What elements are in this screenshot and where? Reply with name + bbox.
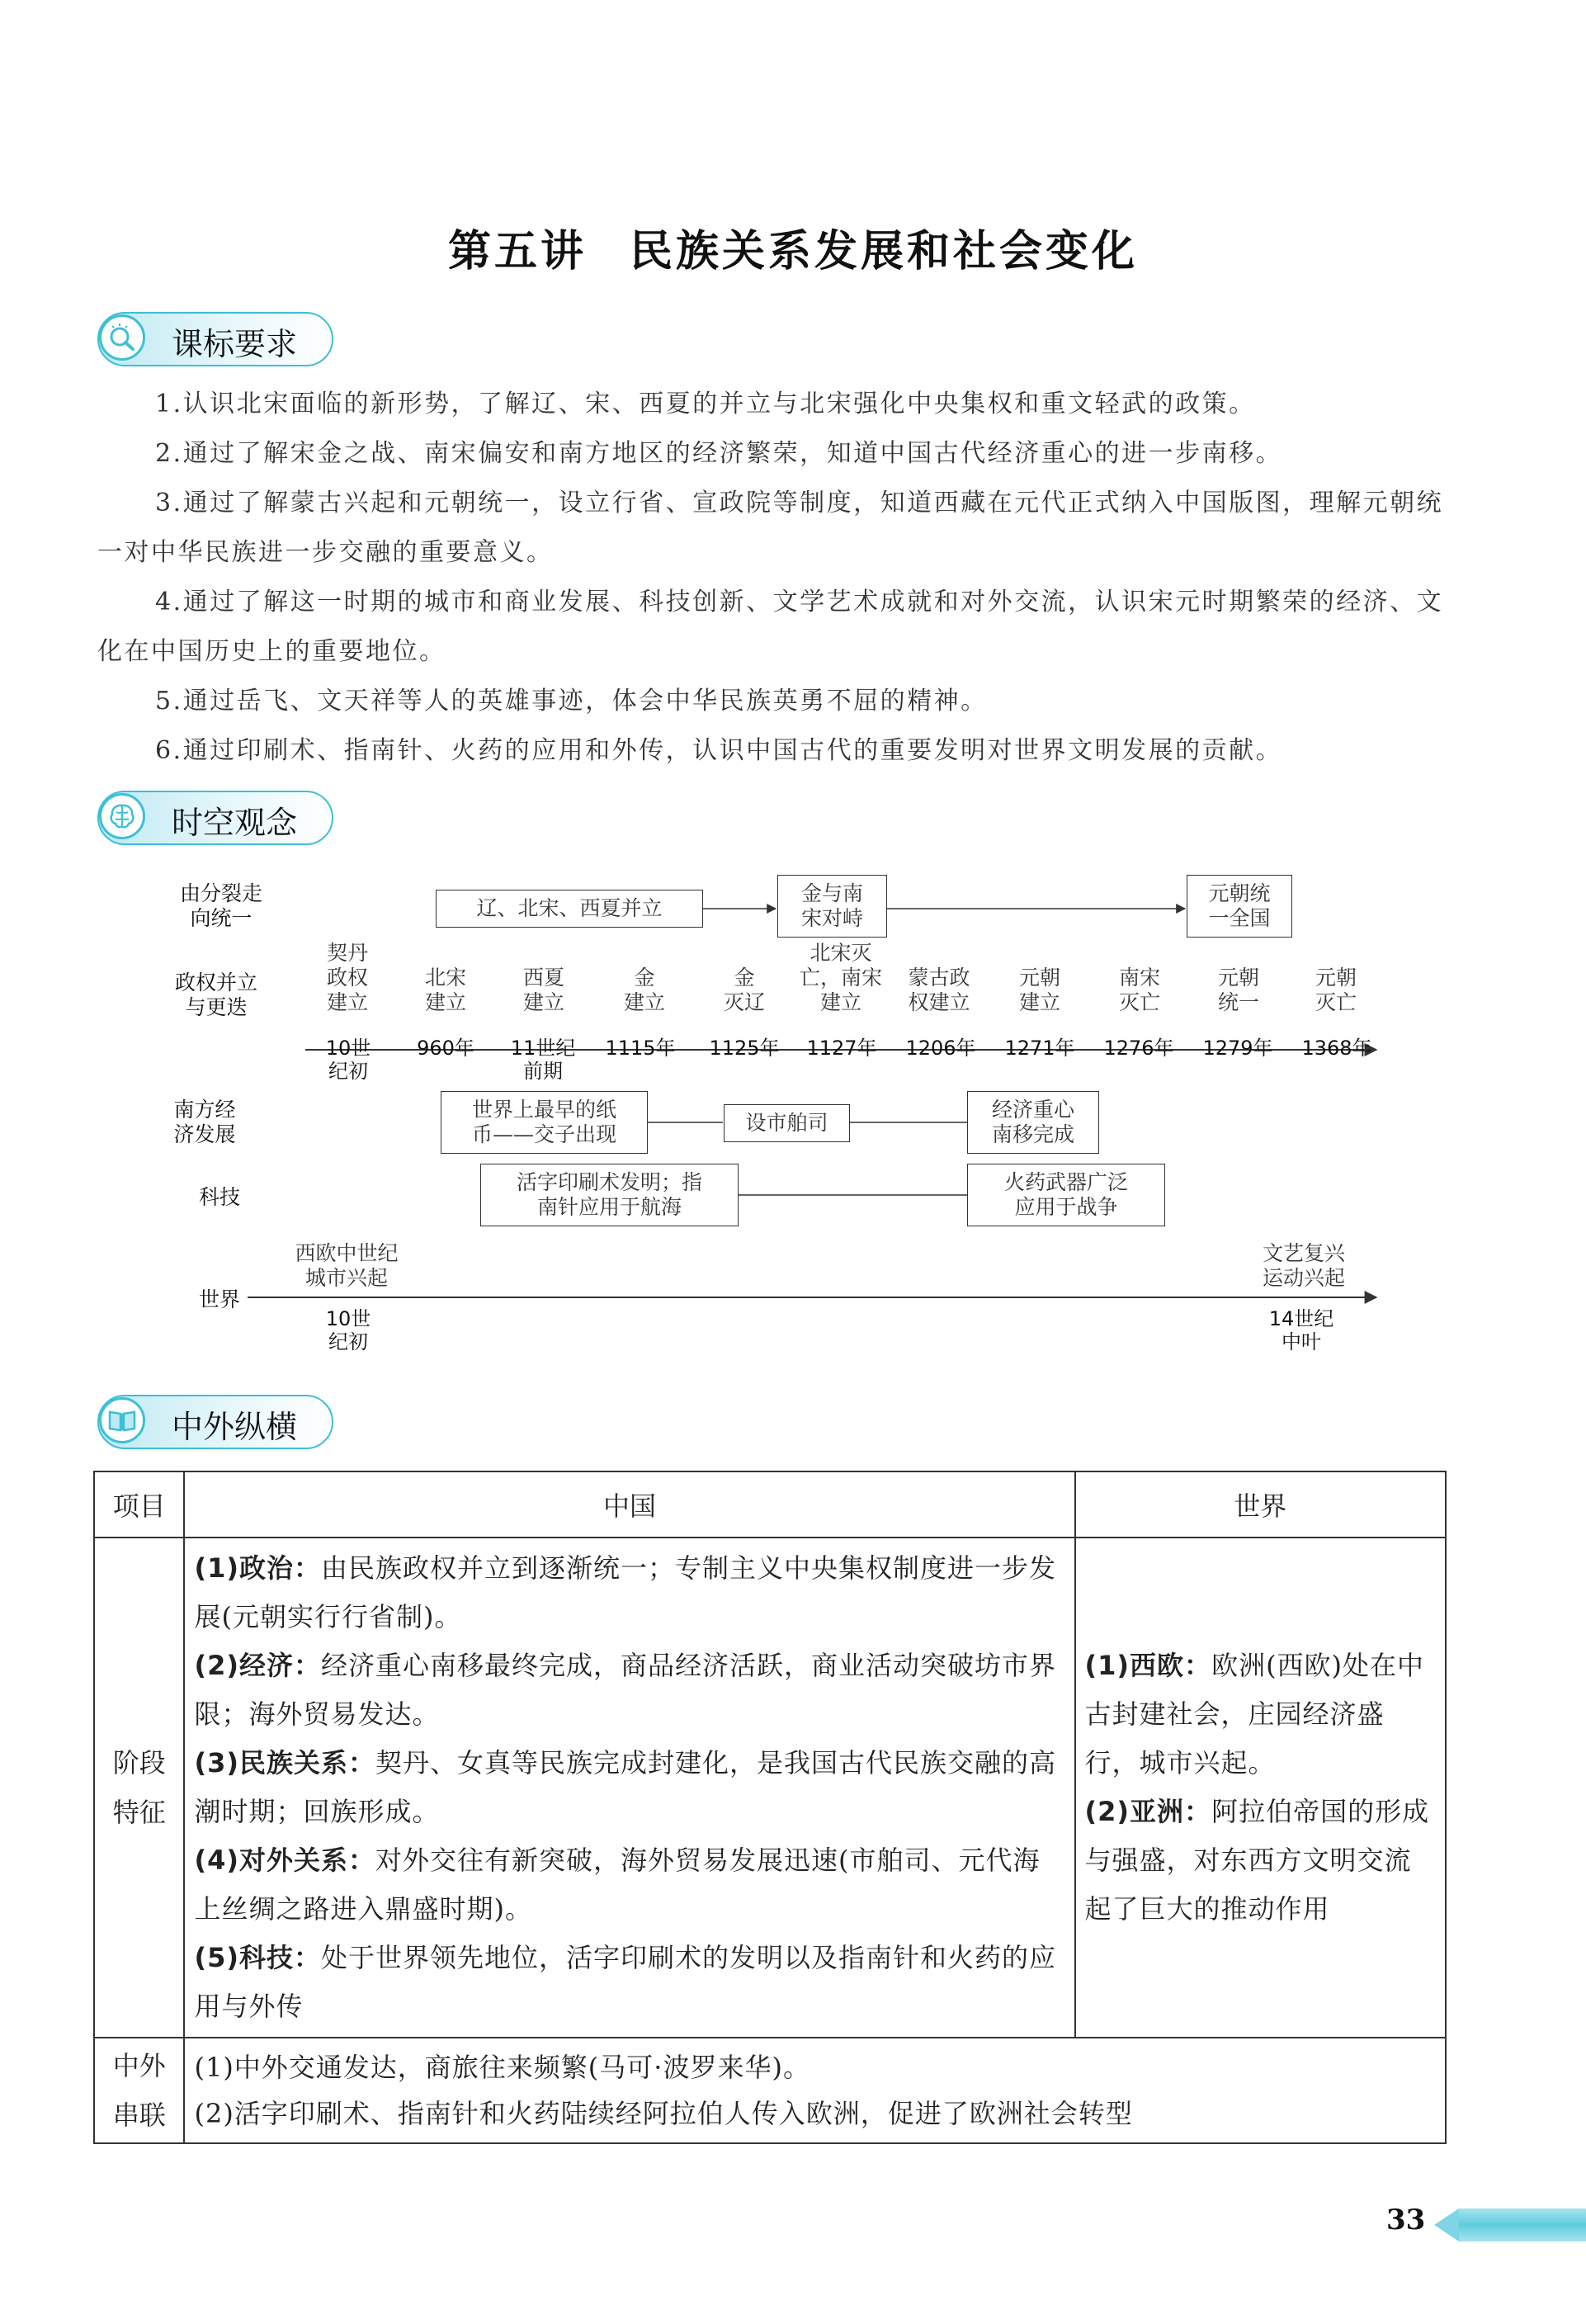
stage-china-cell bbox=[184, 1538, 1074, 2038]
south-economy-box: 经济重心 南移完成 bbox=[967, 1091, 1099, 1154]
event-label: 金 灭辽 bbox=[723, 966, 765, 1014]
event-label: 元朝 建立 bbox=[1018, 966, 1060, 1014]
open-book-icon bbox=[99, 1397, 145, 1443]
event-label: 契丹 政权 建立 bbox=[326, 941, 368, 1014]
south-economy-box: 设市舶司 bbox=[724, 1104, 850, 1142]
header-world: 世界 bbox=[1075, 1471, 1446, 1538]
year-label: 1271年 bbox=[1004, 1037, 1075, 1060]
link-line: (2)活字印刷术、指南针和火药陆续经阿拉伯人传入欧洲，促进了欧洲社会转型 bbox=[194, 2098, 1133, 2129]
year-label: 1368年 bbox=[1301, 1037, 1372, 1060]
event-label: 蒙古政 权建立 bbox=[908, 966, 970, 1014]
standard-item: 4.通过了解这一时期的城市和商业发展、科技创新、文学艺术成就和对外交流，认识宋元时期繁荣的经济、文化在中国历史上的重要地位。 bbox=[97, 588, 1444, 666]
table-header-row bbox=[94, 1471, 1446, 1538]
section-title-compare: 中外纵横 bbox=[172, 1409, 298, 1445]
world-year-left: 10世 纪初 bbox=[325, 1307, 371, 1353]
event-label: 北宋 建立 bbox=[424, 966, 466, 1014]
year-label: 1206年 bbox=[905, 1037, 976, 1060]
stage-china-item: (1)政治：由民族政权并立到逐渐统一；专制主义中央集权制度进一步发展(元朝实行行省制)。 bbox=[194, 1552, 1057, 1632]
event-label: 元朝 灭亡 bbox=[1315, 966, 1357, 1014]
year-label: 1125年 bbox=[709, 1037, 780, 1060]
standard-item: 5.通过岳飞、文天祥等人的英雄事迹，体会中华民族英勇不屈的精神。 bbox=[155, 687, 988, 716]
year-label: 11世纪 前期 bbox=[510, 1037, 576, 1083]
stage-china-item: (2)经济：经济重心南移最终完成，商品经济活跃，商业活动突破坊市界限；海外贸易发达。 bbox=[194, 1650, 1057, 1730]
header-china: 中国 bbox=[184, 1471, 1074, 1538]
year-label: 1127年 bbox=[806, 1037, 877, 1060]
section-title-timespace: 时空观念 bbox=[172, 805, 298, 841]
header-project: 项目 bbox=[94, 1471, 184, 1538]
page-number: 33 bbox=[1386, 2204, 1426, 2237]
standard-item: 6.通过印刷术、指南针、火药的应用和外传，认识中国古代的重要发明对世界文明发展的贡献。 bbox=[155, 736, 1283, 765]
row-label-south: 南方经 济发展 bbox=[173, 1098, 236, 1146]
row-label-tech: 科技 bbox=[198, 1185, 240, 1209]
tech-box: 活字印刷术发明；指 南针应用于航海 bbox=[480, 1164, 739, 1226]
south-economy-box: 世界上最早的纸 币——交子出现 bbox=[441, 1091, 648, 1154]
link-line: (1)中外交通发达，商旅往来频繁(马可·波罗来华)。 bbox=[194, 2052, 810, 2083]
year-label: 1115年 bbox=[605, 1037, 676, 1060]
comparison-table bbox=[93, 1471, 1447, 2144]
standard-item: 3.通过了解蒙古兴起和元朝统一，设立行省、宣政院等制度，知道西藏在元代正式纳入中国版图，理解元朝统一对中华民族进一步交融的重要意义。 bbox=[97, 489, 1444, 567]
event-label: 北宋灭 亡，南宋 建立 bbox=[799, 941, 882, 1014]
event-label: 元朝 统一 bbox=[1217, 966, 1259, 1014]
stage-label: 阶段 特征 bbox=[94, 1538, 184, 2038]
table-row-link bbox=[94, 2038, 1446, 2143]
standard-item: 2.通过了解宋金之战、南宋偏安和南方地区的经济繁荣，知道中国古代经济重心的进一步南移。 bbox=[155, 439, 1283, 468]
world-event-left: 西欧中世纪 城市兴起 bbox=[295, 1241, 399, 1290]
row-label-unify: 由分裂走 向统一 bbox=[179, 881, 262, 930]
event-label: 金 建立 bbox=[623, 966, 665, 1014]
stage-china-item: (3)民族关系：契丹、女真等民族完成封建化，是我国古代民族交融的高潮时期；回族形成。 bbox=[194, 1747, 1057, 1827]
link-cell bbox=[184, 2038, 1446, 2143]
unify-box: 金与南 宋对峙 bbox=[777, 875, 887, 938]
event-label: 南宋 灭亡 bbox=[1118, 966, 1160, 1014]
link-label: 中外 串联 bbox=[94, 2038, 184, 2143]
table-row-stage bbox=[94, 1538, 1446, 2038]
stage-world-item: (2)亚洲：阿拉伯帝国的形成与强盛，对东西方文明交流起了巨大的推动作用 bbox=[1084, 1796, 1430, 1925]
lecture-number: 第五讲 bbox=[447, 227, 587, 276]
world-year-right: 14世纪 中叶 bbox=[1268, 1307, 1334, 1353]
world-event-right: 文艺复兴 运动兴起 bbox=[1262, 1241, 1345, 1290]
unify-box: 元朝统 一全国 bbox=[1187, 875, 1292, 938]
row-label-world: 世界 bbox=[198, 1287, 240, 1311]
stage-world-cell bbox=[1075, 1538, 1446, 2038]
section-title-standards: 课标要求 bbox=[172, 326, 298, 362]
row-label-regime: 政权并立 与更迭 bbox=[174, 971, 257, 1019]
stage-world-item: (1)西欧：欧洲(西欧)处在中古封建社会，庄园经济盛行，城市兴起。 bbox=[1084, 1650, 1425, 1778]
standard-item: 1.认识北宋面临的新形势，了解辽、宋、西夏的并立与北宋强化中央集权和重文轻武的政策。 bbox=[155, 390, 1256, 418]
unify-box: 辽、北宋、西夏并立 bbox=[436, 890, 703, 928]
tech-box: 火药武器广泛 应用于战争 bbox=[967, 1164, 1165, 1226]
stage-china-item: (4)对外关系：对外交往有新突破，海外贸易发展迅速(市舶司、元代海上丝绸之路进入鼎盛时期)。 bbox=[194, 1845, 1041, 1925]
year-label: 960年 bbox=[417, 1037, 474, 1060]
year-label: 1279年 bbox=[1202, 1037, 1273, 1060]
page-number-bar bbox=[1459, 2208, 1586, 2241]
stage-china-item: (5)科技：处于世界领先地位，活字印刷术的发明以及指南针和火药的应用与外传 bbox=[194, 1942, 1057, 2022]
lecture-topic: 民族关系发展和社会变化 bbox=[630, 227, 1139, 276]
event-label: 西夏 建立 bbox=[522, 966, 564, 1014]
year-label: 10世 纪初 bbox=[325, 1037, 371, 1083]
year-label: 1276年 bbox=[1103, 1037, 1174, 1060]
